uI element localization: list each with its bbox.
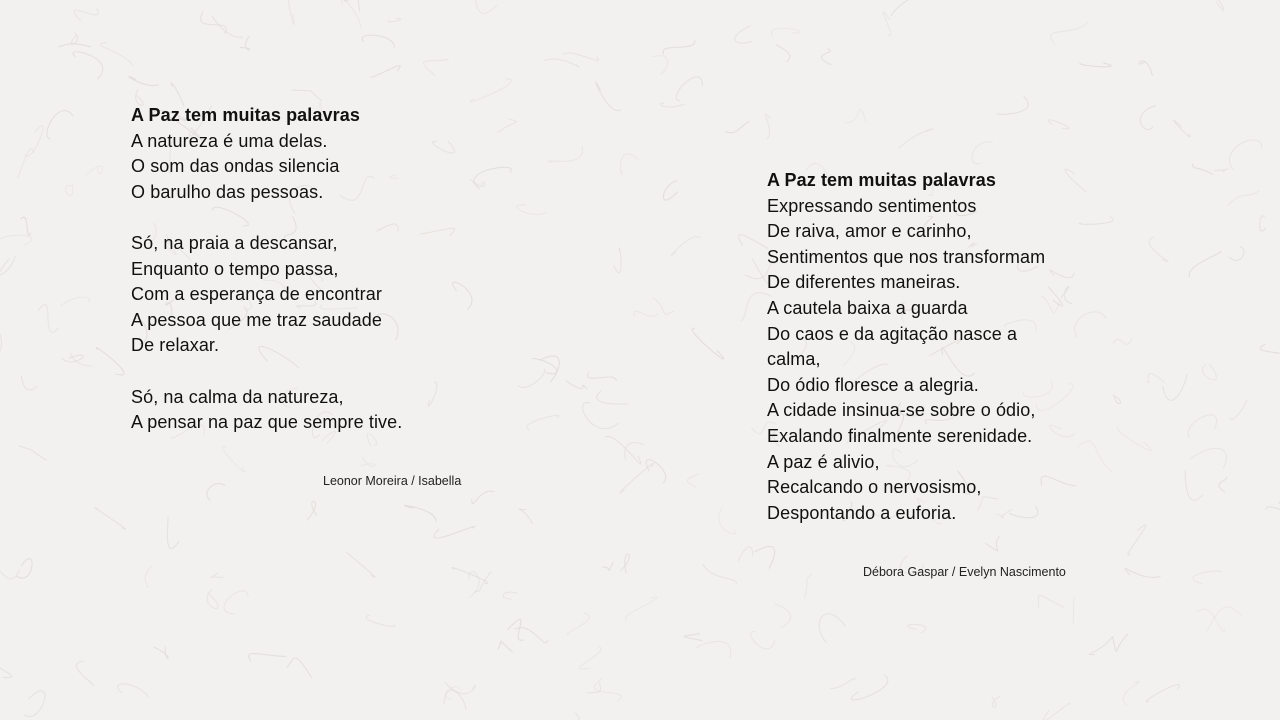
paper-fiber [200, 12, 226, 34]
paper-fiber [739, 547, 753, 561]
paper-fiber [1228, 191, 1259, 205]
paper-fiber [625, 597, 657, 620]
paper-fiber [24, 691, 45, 717]
paper-fiber [519, 369, 545, 387]
poem-left-stanza [131, 385, 402, 436]
paper-fiber [527, 415, 559, 429]
paper-fiber [240, 37, 250, 50]
paper-fiber [1197, 609, 1224, 632]
paper-fiber [207, 590, 218, 609]
poem-left-credit: Leonor Moreira / Isabella [323, 474, 462, 488]
paper-fiber [212, 16, 242, 37]
paper-fiber [321, 0, 351, 1]
paper-fiber [997, 97, 1028, 115]
paper-fiber [751, 631, 775, 648]
paper-fiber [703, 565, 736, 584]
paper-fiber [1191, 448, 1227, 467]
paper-fiber [19, 446, 46, 460]
paper-fiber [597, 391, 628, 404]
poem-line: A paz é alivio, [767, 451, 880, 472]
paper-fiber [1139, 61, 1152, 75]
paper-fiber [986, 536, 1000, 551]
paper-fiber [1203, 0, 1224, 11]
paper-fiber [1229, 247, 1244, 261]
paper-fiber [676, 77, 702, 101]
paper-fiber [992, 696, 1000, 707]
paper-fiber [725, 122, 749, 133]
paper-fiber [735, 26, 752, 43]
paper-fiber [472, 491, 494, 504]
paper-fiber [899, 129, 933, 148]
paper-fiber [452, 568, 488, 584]
paper-fiber [59, 44, 91, 47]
poem-left [131, 103, 402, 436]
poem-line: Recalcando o nervosismo, [767, 477, 982, 498]
paper-fiber [362, 35, 394, 47]
paper-fiber [646, 460, 665, 483]
poem-right [767, 168, 1045, 526]
paper-fiber [1043, 703, 1070, 720]
paper-fiber [287, 658, 311, 678]
paper-fiber [94, 507, 125, 529]
paper-fiber [846, 109, 867, 123]
paper-fiber [357, 0, 363, 11]
paper-fiber [1051, 22, 1088, 44]
paper-fiber [620, 154, 638, 175]
paper-fiber [498, 641, 512, 652]
poem-line: A pensar na paz que sempre tive. [131, 412, 403, 433]
paper-fiber [100, 42, 133, 65]
paper-fiber [614, 248, 621, 273]
paper-fiber [249, 653, 286, 660]
poem-right-credit: Débora Gaspar / Evelyn Nascimento [863, 565, 1066, 579]
paper-fiber [211, 573, 223, 578]
paper-fiber [1128, 525, 1146, 555]
paper-fiber [61, 297, 90, 306]
paper-fiber [663, 41, 695, 54]
poem-line: De diferentes maneiras. [767, 272, 961, 293]
paper-fiber [1079, 217, 1113, 225]
poem-line: Enquanto o tempo passa, [131, 258, 339, 279]
paper-fiber [1050, 425, 1075, 436]
paper-fiber [1189, 252, 1220, 277]
paper-fiber [1260, 216, 1266, 231]
paper-fiber [603, 562, 614, 570]
paper-fiber [1113, 395, 1121, 403]
poem-line: De relaxar. [131, 335, 220, 356]
poem-line: Do ódio floresce a alegria. [767, 374, 979, 395]
paper-fiber [145, 566, 151, 587]
paper-fiber [118, 684, 149, 697]
paper-fiber [1038, 595, 1063, 607]
paper-fiber [1266, 502, 1280, 509]
paper-fiber [22, 377, 38, 391]
paper-fiber [453, 282, 472, 309]
paper-fiber [588, 372, 617, 381]
paper-fiber [361, 457, 375, 466]
paper-fiber [517, 205, 546, 215]
paper-fiber [1065, 169, 1086, 192]
paper-fiber [583, 402, 618, 428]
paper-fiber [663, 181, 677, 200]
paper-fiber [371, 66, 401, 78]
paper-fiber [366, 615, 395, 626]
paper-fiber [1219, 478, 1227, 492]
paper-fiber [1230, 140, 1262, 169]
poem-line: A pessoa que me traz saudade [131, 309, 382, 330]
paper-fiber [224, 591, 248, 614]
paper-fiber [444, 690, 466, 709]
paper-fiber [503, 592, 516, 599]
paper-fiber [222, 447, 244, 472]
paper-fiber [1260, 344, 1280, 365]
paper-fiber [972, 142, 992, 164]
paper-fiber [621, 554, 630, 573]
paper-fiber [1185, 471, 1203, 501]
paper-fiber [566, 381, 587, 389]
paper-fiber [594, 679, 621, 701]
paper-fiber [87, 166, 103, 174]
paper-fiber [1193, 164, 1213, 174]
paper-fiber [154, 647, 168, 658]
paper-fiber [76, 661, 93, 686]
paper-fiber [1230, 400, 1247, 419]
paper-fiber [21, 217, 31, 235]
paper-fiber [545, 59, 579, 67]
paper-fiber [1147, 374, 1165, 383]
paper-fiber [0, 235, 32, 246]
paper-fiber [1215, 169, 1228, 172]
paper-fiber [548, 146, 582, 162]
paper-fiber [1113, 339, 1132, 344]
paper-fiber [660, 103, 684, 107]
paper-fiber [605, 436, 641, 464]
paper-fiber [388, 18, 401, 22]
paper-fiber [470, 179, 485, 186]
poem-line: O som das ondas silencia [131, 156, 340, 177]
paper-fiber [16, 559, 32, 578]
poem-line: Despontando a euforia. [767, 502, 957, 523]
paper-fiber [519, 509, 533, 523]
paper-fiber [1149, 237, 1168, 262]
paper-fiber [564, 53, 599, 61]
paper-fiber [1146, 685, 1179, 702]
paper-fiber [498, 119, 517, 132]
paper-fiber [47, 111, 73, 139]
paper-fiber [207, 484, 225, 501]
poem-left-stanza [131, 231, 402, 359]
paper-fiber [653, 56, 667, 74]
poem-line: Sentimentos que nos transformam [767, 246, 1046, 267]
paper-fiber [567, 613, 589, 636]
paper-fiber [508, 619, 524, 640]
paper-fiber [346, 552, 375, 577]
paper-fiber [1193, 571, 1222, 583]
paper-fiber [288, 0, 294, 24]
paper-fiber [96, 348, 124, 375]
paper-fiber [0, 658, 12, 678]
paper-fiber [1117, 427, 1151, 451]
poem-left-title: A Paz tem muitas palavras [131, 105, 360, 125]
paper-fiber [1048, 287, 1062, 306]
paper-fiber [0, 323, 1, 351]
poem-line: O barulho das pessoas. [131, 181, 324, 202]
paper-fiber [73, 52, 103, 79]
paper-fiber [1125, 568, 1160, 577]
paper-fiber [38, 305, 58, 333]
paper-fiber [1140, 106, 1155, 130]
paper-fiber [1061, 286, 1071, 303]
paper-fiber [66, 185, 73, 196]
paper-fiber [772, 28, 801, 38]
paper-fiber [1075, 312, 1106, 337]
paper-fiber [1041, 476, 1076, 486]
paper-fiber [1174, 120, 1190, 136]
paper-fiber [1203, 365, 1217, 380]
paper-fiber [1048, 120, 1069, 129]
paper-fiber [405, 506, 436, 522]
paper-fiber [434, 526, 475, 538]
paper-fiber [687, 474, 698, 487]
paper-fiber [851, 675, 888, 700]
poem-line: A cautela baixa a guarda [767, 297, 968, 318]
paper-fiber [692, 328, 723, 359]
stanza-gap [131, 359, 402, 385]
poem-line: calma, [767, 349, 821, 370]
paper-fiber [470, 79, 511, 102]
paper-fiber [739, 235, 768, 249]
paper-fiber [432, 141, 454, 153]
paper-fiber [776, 44, 790, 61]
paper-fiber [421, 228, 455, 235]
poem-line: De raiva, amor e carinho, [767, 221, 972, 242]
paper-fiber [596, 82, 621, 111]
paper-fiber [292, 90, 322, 101]
poem-right-title: A Paz tem muitas palavras [767, 170, 996, 190]
paper-fiber [696, 641, 731, 658]
stanza-gap [131, 205, 402, 231]
paper-fiber [908, 624, 926, 632]
paper-fiber [765, 114, 770, 139]
paper-fiber [1080, 63, 1111, 67]
poem-line: Só, na calma da natureza, [131, 386, 344, 407]
poem-line: A natureza é uma delas. [131, 130, 328, 151]
paper-fiber [1123, 681, 1140, 704]
poem-line: A cidade insinua-se sobre o ódio, [767, 400, 1036, 421]
paper-fiber [755, 546, 775, 568]
paper-fiber [719, 508, 736, 534]
paper-fiber [1078, 441, 1112, 471]
paper-fiber [1073, 598, 1074, 624]
paper-fiber [891, 0, 924, 15]
paper-fiber [550, 713, 579, 720]
paper-fiber [831, 679, 856, 689]
paper-fiber [634, 311, 658, 316]
paper-fiber [0, 256, 15, 275]
paper-fiber [821, 49, 830, 65]
paper-fiber [1089, 637, 1112, 655]
paper-fiber [579, 647, 601, 669]
paper-fiber [307, 501, 316, 520]
paper-fiber [342, 0, 361, 27]
paper-fiber [1188, 415, 1216, 438]
paper-fiber [423, 59, 448, 75]
paper-fiber [167, 517, 178, 548]
paper-fiber [475, 0, 497, 13]
poem-line: Exalando finalmente serenidade. [767, 425, 1033, 446]
paper-fiber [684, 634, 702, 641]
paper-fiber [775, 604, 790, 628]
poem-left-stanza [131, 129, 402, 206]
poem-line: Só, na praia a descansar, [131, 232, 338, 253]
paper-fiber [1206, 607, 1241, 632]
paper-fiber [819, 614, 845, 643]
paper-fiber [671, 237, 700, 256]
paper-fiber [883, 12, 891, 36]
paper-fiber [653, 298, 674, 315]
paper-fiber [1163, 374, 1187, 400]
paper-fiber [805, 575, 812, 599]
paper-fiber [1050, 270, 1074, 278]
paper-fiber [129, 76, 158, 85]
poem-line: Expressando sentimentos [767, 195, 977, 216]
paper-fiber [428, 382, 437, 406]
paper-fiber [1113, 634, 1128, 651]
paper-fiber [71, 33, 77, 44]
poem-line: Do caos e da agitação nasce a [767, 323, 1018, 344]
poem-line: Com a esperança de encontrar [131, 284, 382, 305]
paper-fiber [74, 9, 98, 21]
